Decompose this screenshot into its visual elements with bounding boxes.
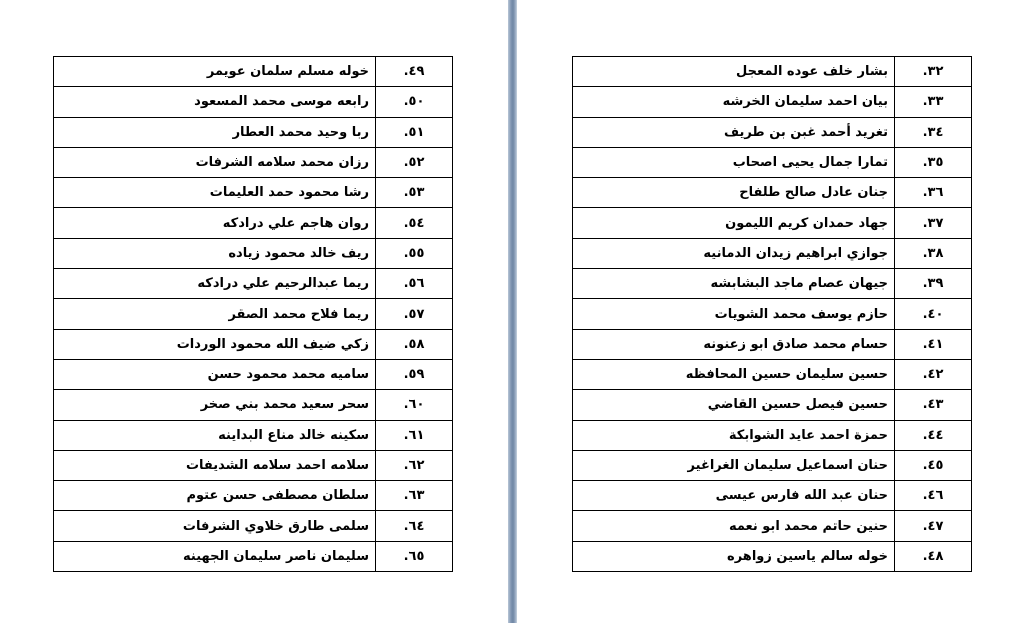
row-number: ٦٣.: [376, 481, 453, 511]
table-row: [54, 420, 453, 450]
row-number: ٥٦.: [376, 269, 453, 299]
table-row: [54, 269, 453, 299]
table-row: [573, 541, 972, 571]
student-name: حسين سليمان حسين المحافظه: [573, 359, 895, 389]
table-row: [54, 208, 453, 238]
student-name: حسام محمد صادق ابو زعنونه: [573, 329, 895, 359]
row-number: ٣٥.: [895, 147, 972, 177]
row-number: ٦٥.: [376, 541, 453, 571]
row-number: ٣٨.: [895, 238, 972, 268]
table-row: [573, 238, 972, 268]
table-row: [54, 450, 453, 480]
table-row: [573, 359, 972, 389]
table-row: [54, 541, 453, 571]
left-page: [0, 0, 508, 623]
table-row: [573, 450, 972, 480]
row-number: ٣٦.: [895, 178, 972, 208]
student-name: ساميه محمد محمود حسن: [54, 359, 376, 389]
table-row: [54, 238, 453, 268]
student-name: رشا محمود حمد العليمات: [54, 178, 376, 208]
row-number: ٤٣.: [895, 390, 972, 420]
row-number: ٤٠.: [895, 299, 972, 329]
student-name: سلمى طارق خلاوي الشرفات: [54, 511, 376, 541]
table-row: [54, 481, 453, 511]
student-name: بيان احمد سليمان الخرشه: [573, 87, 895, 117]
table-row: [54, 147, 453, 177]
table-row: [573, 269, 972, 299]
student-name: تمارا جمال يحيى اصحاب: [573, 147, 895, 177]
row-number: ٤٢.: [895, 359, 972, 389]
table-row: [54, 390, 453, 420]
table-row: [54, 359, 453, 389]
student-name: جهاد حمدان كريم الليمون: [573, 208, 895, 238]
student-name: حسين فيصل حسين القاضي: [573, 390, 895, 420]
table-row: [573, 87, 972, 117]
row-number: ٥١.: [376, 117, 453, 147]
student-name: خوله مسلم سلمان عويمر: [54, 57, 376, 87]
student-name: ريف خالد محمود زياده: [54, 238, 376, 268]
student-name: ريما فلاح محمد الصقر: [54, 299, 376, 329]
student-name: ريما عبدالرحيم علي درادكه: [54, 269, 376, 299]
table-row: [573, 329, 972, 359]
table-row: [573, 511, 972, 541]
row-number: ٥٠.: [376, 87, 453, 117]
table-row: [54, 299, 453, 329]
student-name: سلطان مصطفى حسن عتوم: [54, 481, 376, 511]
student-name: حمزة احمد عايد الشوابكة: [573, 420, 895, 450]
table-row: [573, 208, 972, 238]
student-name: سليمان ناصر سليمان الجهينه: [54, 541, 376, 571]
table-row: [573, 117, 972, 147]
right-names-table-body: [573, 57, 972, 572]
student-name: جوازي ابراهيم زيدان الدمانيه: [573, 238, 895, 268]
student-name: جنان عادل صالح طلفاح: [573, 178, 895, 208]
row-number: ٦٠.: [376, 390, 453, 420]
table-row: [573, 390, 972, 420]
row-number: ٥٤.: [376, 208, 453, 238]
page-gutter: [508, 0, 517, 623]
student-name: سلامه احمد سلامه الشديفات: [54, 450, 376, 480]
student-name: رزان محمد سلامه الشرفات: [54, 147, 376, 177]
table-row: [573, 178, 972, 208]
student-name: رابعه موسى محمد المسعود: [54, 87, 376, 117]
left-names-table: [53, 56, 453, 572]
row-number: ٥٩.: [376, 359, 453, 389]
row-number: ٥٢.: [376, 147, 453, 177]
table-row: [54, 329, 453, 359]
student-name: ربا وحيد محمد العطار: [54, 117, 376, 147]
row-number: ٥٣.: [376, 178, 453, 208]
student-name: بشار خلف عوده المعجل: [573, 57, 895, 87]
table-row: [54, 117, 453, 147]
row-number: ٣٧.: [895, 208, 972, 238]
row-number: ٦٢.: [376, 450, 453, 480]
student-name: زكي ضيف الله محمود الوردات: [54, 329, 376, 359]
row-number: ٣٩.: [895, 269, 972, 299]
right-page: [517, 0, 1024, 623]
student-name: حنان عبد الله فارس عيسى: [573, 481, 895, 511]
student-name: حنان اسماعيل سليمان الغراغير: [573, 450, 895, 480]
student-name: سحر سعيد محمد بني صخر: [54, 390, 376, 420]
student-name: روان هاجم علي درادكه: [54, 208, 376, 238]
row-number: ٤٨.: [895, 541, 972, 571]
row-number: ٥٥.: [376, 238, 453, 268]
row-number: ٣٣.: [895, 87, 972, 117]
student-name: حازم يوسف محمد الشويات: [573, 299, 895, 329]
left-names-table-body: [54, 57, 453, 572]
row-number: ٦١.: [376, 420, 453, 450]
table-row: [54, 511, 453, 541]
row-number: ٤٤.: [895, 420, 972, 450]
row-number: ٣٤.: [895, 117, 972, 147]
row-number: ٤٧.: [895, 511, 972, 541]
row-number: ٤٦.: [895, 481, 972, 511]
table-row: [573, 299, 972, 329]
table-row: [573, 147, 972, 177]
right-names-table: [572, 56, 972, 572]
row-number: ٤١.: [895, 329, 972, 359]
student-name: حنين حاتم محمد ابو نعمه: [573, 511, 895, 541]
table-row: [573, 481, 972, 511]
student-name: خوله سالم ياسين زواهره: [573, 541, 895, 571]
student-name: سكينه خالد مناع البداينه: [54, 420, 376, 450]
student-name: جيهان عصام ماجد البشابشه: [573, 269, 895, 299]
table-row: [573, 57, 972, 87]
table-row: [573, 420, 972, 450]
row-number: ٥٨.: [376, 329, 453, 359]
table-row: [54, 178, 453, 208]
row-number: ٤٥.: [895, 450, 972, 480]
table-row: [54, 87, 453, 117]
row-number: ٥٧.: [376, 299, 453, 329]
row-number: ٣٢.: [895, 57, 972, 87]
row-number: ٦٤.: [376, 511, 453, 541]
row-number: ٤٩.: [376, 57, 453, 87]
table-row: [54, 57, 453, 87]
student-name: تغريد أحمد غبن بن طريف: [573, 117, 895, 147]
